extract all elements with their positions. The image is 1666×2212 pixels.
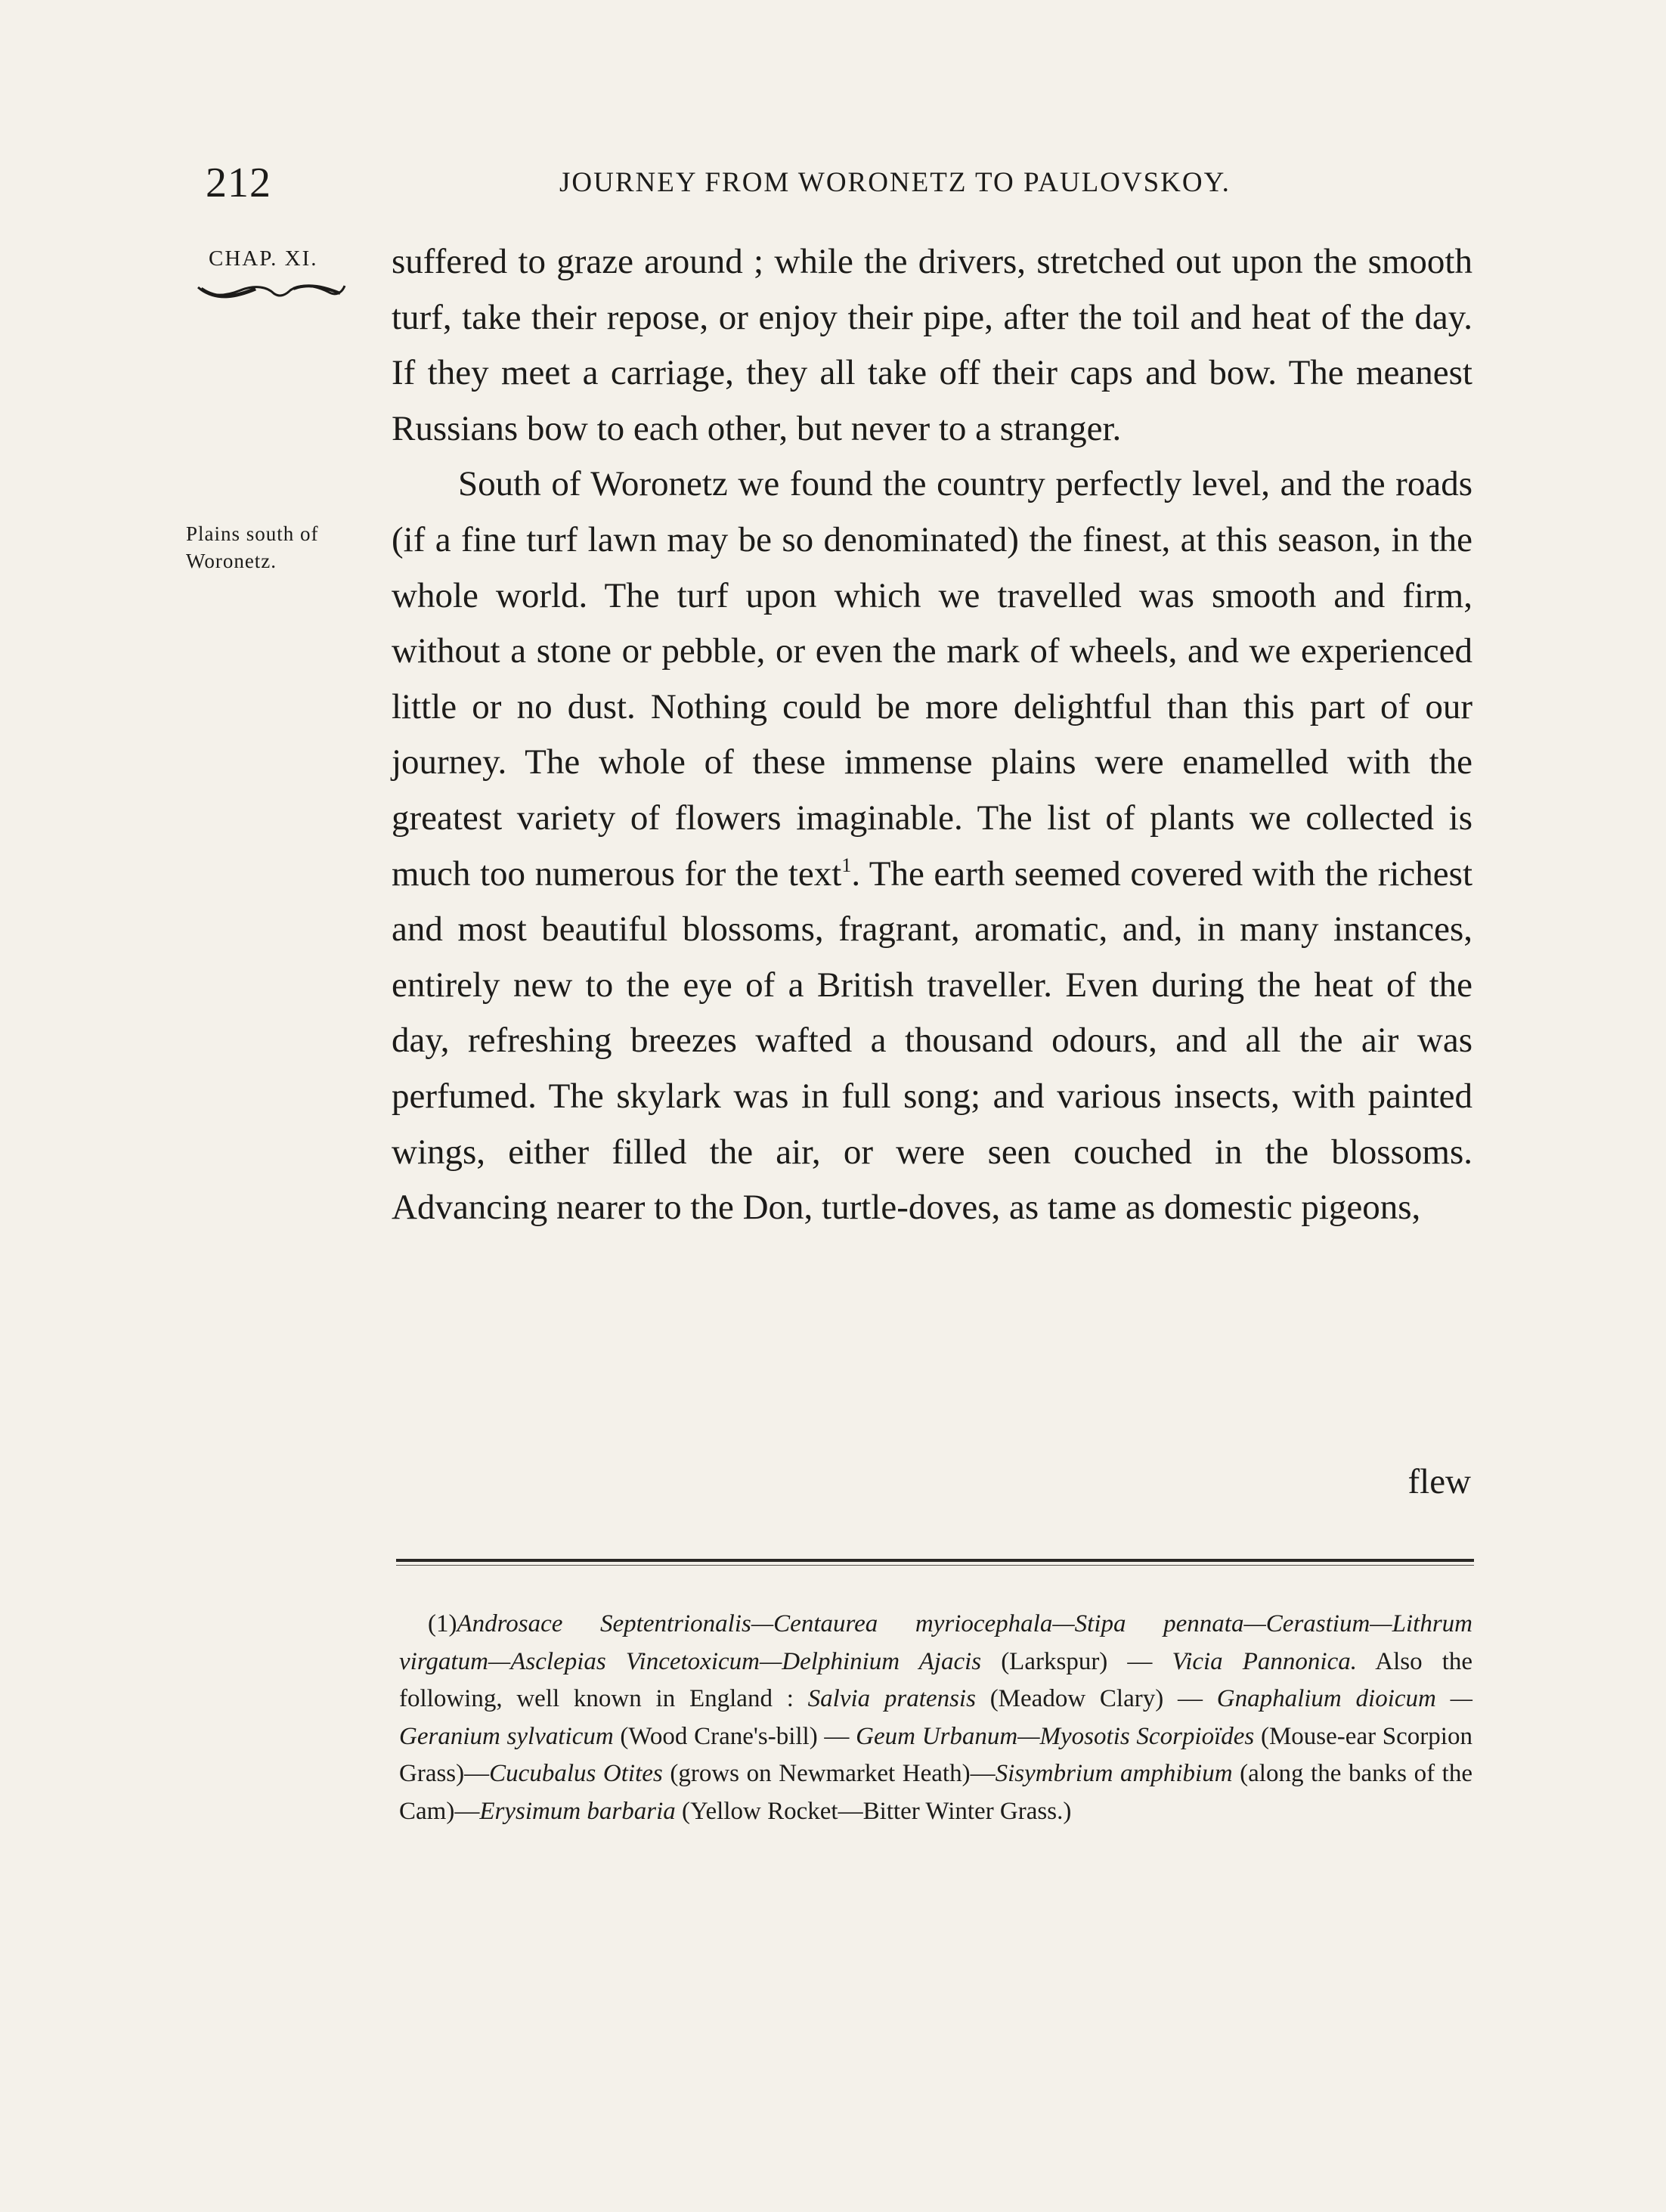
footnote-text: (Yellow Rocket—Bitter Winter Grass.) <box>675 1797 1072 1825</box>
footnote-text: Androsace Septentrionalis—Centaurea myriocephala—Stipa pennata—Cerastium—Lithrum virgatum—Asclepias Vincetoxicum—Delphinium Ajacis <box>399 1610 1472 1675</box>
footnote-marker: (1) <box>428 1610 457 1637</box>
paragraph-text: . The earth seemed covered with the richest and most beautiful blossoms, fragrant, aromatic, and, in many instances, entirely new to the eye of a British traveller. Even during the heat of the day, refreshing breezes wafted a thousand odours, and all the air was perfumed. The skylark was in full song; and various insects, with painted wings, either filled the air, or were seen couched in the blossoms. Advancing nearer to the Don, turtle-doves, as tame as domestic pigeons, <box>392 854 1473 1228</box>
footnote <box>399 1606 1472 1830</box>
ornament-flourish-icon <box>195 280 346 305</box>
footnote-text: Salvia pratensis <box>807 1685 976 1712</box>
paragraph <box>392 457 1472 1235</box>
margin-note-line: Woronetz. <box>186 550 277 572</box>
footnote-text: (grows on Newmarket Heath)— <box>662 1760 996 1787</box>
footnote-text: (Wood Crane's-bill) — <box>613 1722 856 1750</box>
footnote-text: (Meadow Clary) — <box>975 1685 1217 1712</box>
footnote-text: (along the banks of the Cam)— <box>399 1760 1472 1825</box>
page-number: 212 <box>206 160 271 206</box>
running-head: JOURNEY FROM WORONETZ TO PAULOVSKOY. <box>559 167 1231 198</box>
footnote-text: Vicia Pannonica. <box>1172 1647 1357 1675</box>
body-text <box>392 234 1472 1236</box>
footnote-rule <box>396 1559 1474 1562</box>
footnote-text: Also the following, well known in England : <box>399 1647 1473 1712</box>
paragraph-text: South of Woronetz we found the country perfectly level, and the roads (if a fine turf lawn may be so denominated) the finest, at this season, in the whole world. The turf upon which we travelled was smooth and firm, without a stone or pebble, or even the mark of wheels, and we experienced little or no dust. Nothing could be more delightful than this part of our journey. The whole of these immense plains were enamelled with the greatest variety of flowers imaginable. The list of plants we collected is much too numerous for the text <box>392 464 1472 894</box>
footnote-text: Cucubalus Otites <box>489 1760 663 1787</box>
footnote-rule <box>396 1565 1474 1566</box>
footnote-text: Geum Urbanum—Myosotis Scorpioïdes <box>856 1722 1255 1750</box>
footnote-text: (Mouse-ear Scorpion Grass)— <box>399 1722 1472 1787</box>
paragraph: suffered to graze around ; while the drivers, stretched out upon the smooth turf, take their repose, or enjoy their pipe, after the toil and heat of the day. If they meet a carriage, they all take off their caps and bow. The meanest Russians bow to each other, but never to a stranger. <box>392 242 1472 448</box>
footnote-reference: 1 <box>841 854 852 876</box>
chapter-label: CHAP. XI. <box>209 246 318 271</box>
margin-note-line: Plains south of <box>186 522 319 545</box>
footnote-text: Erysimum barbaria <box>479 1797 676 1825</box>
footnote-text: Gnaphalium dioicum — Geranium sylvaticum <box>399 1685 1472 1750</box>
footnote-text: Sisymbrium amphibium <box>995 1760 1233 1787</box>
margin-note <box>186 520 375 575</box>
footnote-text: (Larkspur) — <box>981 1647 1172 1675</box>
catchword: flew <box>1407 1462 1471 1501</box>
